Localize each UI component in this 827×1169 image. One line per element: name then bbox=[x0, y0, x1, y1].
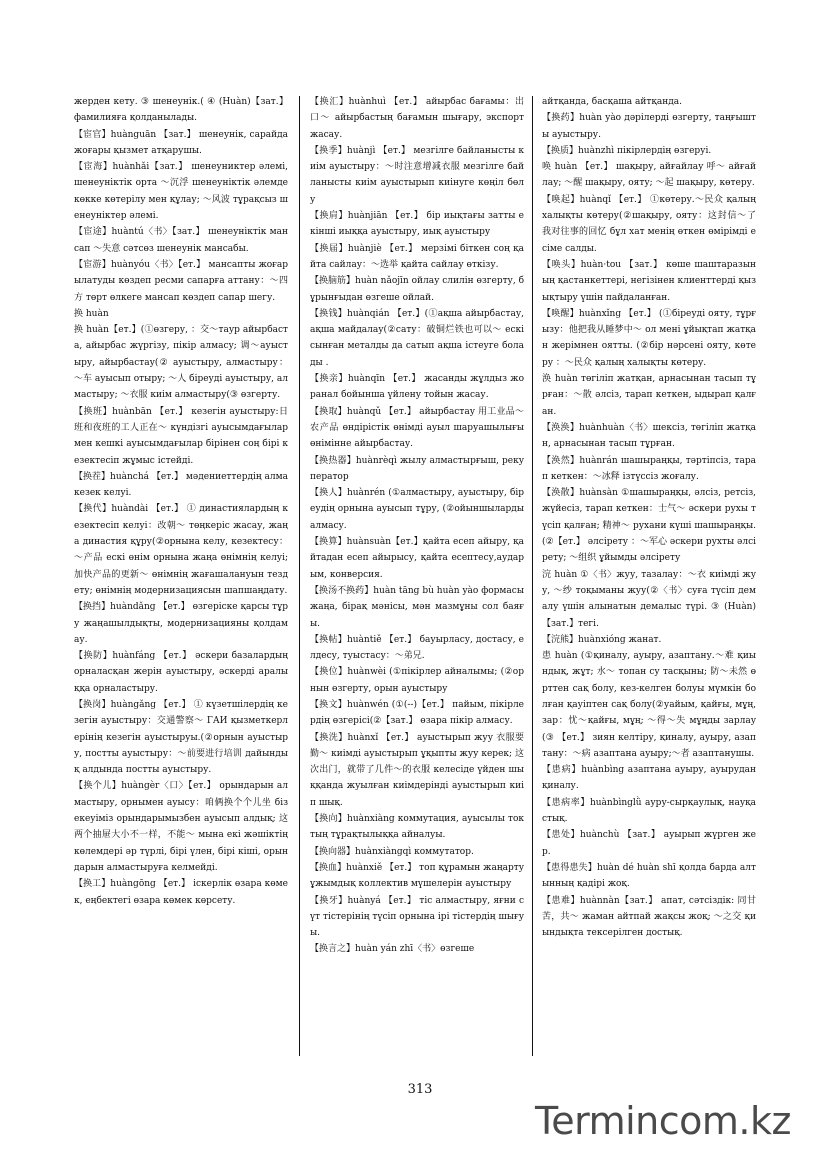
dictionary-entry: 【换班】huànbān 【ет.】 кезегін ауыстыру:日班和夜班的工人正在～ күндізгі ауысымдағылар мен кешкі ауысымдағылар бірінен соң бірі кезектесіп жұмыс істейді. bbox=[74, 406, 288, 466]
dictionary-entry: 【换质】huànzhì пікірлердің өзгеруі. bbox=[542, 145, 712, 156]
column-divider bbox=[299, 96, 300, 1056]
dictionary-entry: 【换钱】huànqián 【ет.】(①ақша айырбастау, ақша майдалау(②сату：破铜烂铁也可以～ ескі сынған металды да сатып ақша істеуге болады . bbox=[310, 308, 524, 368]
column-3 bbox=[542, 94, 756, 1064]
dictionary-entry: 【换药】huàn yào дәрілерді өзгерту, таңғышты ауыстыру. bbox=[542, 113, 756, 140]
dictionary-entry: айтқанда, басқаша айтқанда. bbox=[542, 97, 682, 107]
dictionary-entry: жерден кету. ③ шенеунік.( ④ (Huàn)【зат.】фамилияға қолданылады. bbox=[74, 97, 288, 124]
dictionary-entry: 【换岗】huàngǎng 【ет.】 ① күзетшілердің кезегін ауыстыру：交通警察～ ГАИ қызметкерлерінің кезегін ауыстыруы.(②орнын ауыстыру, постты ауыстыру：～前要进行培训 дайындық алдында постты ауыстыру. bbox=[74, 699, 288, 776]
dictionary-entry: 【换取】huànqǔ 【ет.】 айырбастау 用工业品～农产品 өндірістік өнімді ауыл шаруашылығы өнімінне айырбастау. bbox=[310, 406, 524, 450]
dictionary-entry: 【换洗】huànxǐ 【ет.】 ауыстырып жуу 衣服要勤～ киімді ауыстырып ұқыпты жуу керек; 这次出门，就带了几件～的衣服 келесіде үйден шыққанда жуылған киімдерінді ауыстырып киіп шық. bbox=[310, 732, 524, 808]
dictionary-entry: 【唤醒】huànxǐng 【ет.】 (①біреуді ояту, тұрғызу：他把我从睡梦中～ ол мені ұйықтап жатқан жерімнен оятты. (②бір нәрсені ояту, көтеру ：～民众 қалың халықты көтеру. bbox=[542, 308, 756, 368]
dictionary-entry: 唤 huàn 【ет.】 шақыру, айғайлау 呼～ айғайлау; ～醒 шақыру, ояту; ～起 шақыру, көтеру. bbox=[542, 162, 756, 189]
dictionary-entry: 患 huàn (①қиналу, ауыру, азаптану.～难 қиындық, жұт; 水～ топан су тасқыны; 防～未然 өрттен сақ болу, кез-келген болуы мүмкін болған қауіптен сақ болу(②уайым, қайғы, мұң, зар：忧～қайғы, мұң; ～得～失 мұңды зарлау(③ 【ет.】 зиян келтіру, қиналу, ауыру, азаптану：～病 азаптана ауыру;～者 азаптанушы. bbox=[542, 651, 756, 759]
dictionary-entry: 【换文】huànwén (①(--)【ет.】 пайым, пікірлердің өзгерісі(②【зат.】 өзара пікір алмасу. bbox=[310, 699, 524, 727]
column-2 bbox=[310, 94, 524, 1064]
page-number: 313 bbox=[407, 1082, 433, 1097]
dictionary-entry: 【换亲】huànqīn 【ет.】 жасанды жұлдыз жоранал бойынша үйлену тойын жасау. bbox=[310, 374, 524, 401]
dictionary-entry: 换 huàn bbox=[74, 308, 109, 319]
dictionary-entry: 【换工】huàngōng 【ет.】 іскерлік өзара көмек, еңбектегі өзара көмек көрсету. bbox=[74, 879, 288, 906]
dictionary-entry: 涣 huàn төгіліп жатқан, арнасынан тасып тұрған：～散 әлсіз, тарап кеткен, ыдырап қалған. bbox=[542, 374, 756, 417]
site-logo[interactable] bbox=[527, 1095, 807, 1155]
dictionary-entry: 【患病率】huànbìnglǜ ауру-сырқаулық, науқастық. bbox=[542, 797, 756, 825]
dictionary-entry: 【换牙】huànyá 【ет.】 тіс алмастыру, яғни сүт тістерінің түсіп орнына ірі тістердің шығуы. bbox=[310, 895, 524, 939]
dictionary-entry: 【换位】huànwèi (①пікірлер айналымы; (②орнын өзгерту, орын ауыстыру bbox=[310, 667, 524, 694]
dictionary-entry: 【患得患失】huàn dé huàn shī қолда барда алтынның қадірі жоқ. bbox=[542, 862, 756, 890]
dictionary-entry: 【换帖】huàntiě 【ет.】 бауырласу, достасу, елдесу, туыстасу：～弟兄. bbox=[310, 634, 524, 662]
dictionary-entry: 【换茬】huànchá 【ет.】 мәдениеттердің алма кезек келуі. bbox=[74, 471, 288, 499]
dictionary-entry: 【换汤不换药】huàn tāng bù huàn yào формасы жаңа, бірақ мәнісы, мән мазмұны сол баяғы. bbox=[310, 585, 524, 629]
dictionary-entry: 【涣然】huànrán шашыраңқы, тәртіпсіз, тарап кеткен：～冰释 ізтүссіз жоғалу. bbox=[542, 455, 756, 482]
dictionary-entry: 【换热器】huànrèqì жылу алмастырғыш, рекуператор bbox=[310, 455, 524, 482]
dictionary-entry: 浣 huàn ①〈书〉жуу, тазалау：～衣 киімді жуу, ～纱 тоқыманы жуу(②〈书〉суға түсіп дем алу үшін алынатын демалыс түрі. ③ (Huàn)【зат.】тегі. bbox=[542, 569, 756, 629]
dictionary-entry: 【换脑筋】huàn nǎojīn ойлау слилін өзгерту, бұрынғыдан өзгеше ойлай. bbox=[310, 276, 524, 303]
dictionary-entry: 【换肩】huànjiān 【ет.】 бір иықтағы затты екінші иыққа ауыстыру, иық ауыстыру bbox=[310, 211, 524, 238]
dictionary-entry: 【换向】huànxiàng коммутация, ауысылы токтың тұрақтылыққа айналуы. bbox=[310, 814, 524, 841]
dictionary-entry: 【宦官】huànguān 【зат.】 шенеунік, сарайда жоғары қызмет атқарушы. bbox=[74, 129, 288, 156]
dictionary-entry: 【换言之】huàn yán zhī〈书〉өзгеше bbox=[310, 944, 475, 955]
dictionary-entry: 【换人】huànrén (①алмастыру, ауыстыру, біреудің орнына ауысып тұру, (②ойыншыларды алмасу. bbox=[310, 488, 524, 531]
dictionary-entry: 【换代】huàndài 【ет.】 ① династиялардың кезектесіп келуі：改朝～ төңкеріс жасау, жаңа династия құру(②орнына келу, кезектесу：～产品 ескі өнім орнына жаңа өнімнің келуі; 加快产品的更新～ өнімнің жағашалануын тездету; өнімнің модернизациясын шапшаңдату. bbox=[74, 504, 288, 596]
dictionary-entry: 【换血】huànxiě 【ет.】 топ құрамын жаңарту ұжымдық коллектив мүшелерін ауыстыру bbox=[310, 862, 524, 890]
dictionary-entry: 【换届】huànjiè 【ет.】 мерзімі біткен соң қайта сайлау：～选举 қайта сайлау өткізу. bbox=[310, 243, 524, 270]
column-1 bbox=[74, 94, 288, 1064]
dictionary-entry: 【涣涣】huànhuàn〈书〉шексіз, төгіліп жатқан, арнасынан тасып тұрған. bbox=[542, 422, 756, 450]
dictionary-entry: 【浣熊】huànxióng жанат. bbox=[542, 634, 662, 645]
dictionary-entry: 【换向器】huànxiàngqì коммутатор. bbox=[310, 846, 474, 857]
dictionary-entry: 【患处】huànchù 【зат.】 ауырып жүрген жер. bbox=[542, 830, 756, 857]
logo-text: Termincom.kz bbox=[535, 1099, 791, 1143]
column-divider bbox=[532, 96, 533, 1056]
dictionary-entry: 【患难】huànnàn【зат.】 апат, сәтсіздік: 同甘苦，共～ жаман айтпай жақсы жоқ; ～之交 қиындықта тексерілген достық. bbox=[542, 895, 756, 939]
dictionary-entry: 【宦途】huàntú〈书〉【зат.】 шенеуніктік мансап ～失意 сәтсөз шенеунік мансабы. bbox=[74, 227, 288, 254]
dictionary-entry: 【涣散】huànsàn ①шашыраңқы, әлсіз, ретсіз, жүйесіз, тарап кеткен：士气～ әскери рухы түсіп қалған; 精神～ рухани күші шашыраңқы.(②【ет.】 әлсірету ：～军心 әскери рухты әлсірету; ～组织 ұйымды әлсірету bbox=[542, 488, 756, 564]
dictionary-entry: 【换挡】huàndǎng 【ет.】 өзгеріске қарсы тұру жаңашылдықты, модернизацияны қолдамау. bbox=[74, 602, 288, 645]
dictionary-entry: 【换季】huànjì 【ет.】 мезгілге байланысты киім ауыстыру：～时注意增减衣服 мезгілге байланысты киім ауыстырып киінуге көңіл бөлу bbox=[310, 145, 524, 205]
dictionary-entry: 【换个儿】huàngèr〈口〉【ет.】 орындарын алмастыру, орнымен ауысу：咱俩换个个儿坐 біз екеуіміз орындарымызбен ауысып алдық; 这两个抽屉大小不一样，不能～ мына екі жәшіктің көлемдері әр түрлі, бірі үлен, бірі кіші, орындарын алмастыруға келмейді. bbox=[74, 781, 288, 873]
dictionary-entry: 【患病】huànbìng азаптана ауыру, ауырудан қиналу. bbox=[542, 765, 756, 792]
dictionary-entry: 【换算】huànsuàn【ет.】қайта есеп айыру, қайтадан есеп айырысу, қайта есептесу,аударым, конверсия. bbox=[310, 537, 524, 580]
dictionary-entry: 【换汇】huànhuì 【ет.】 айырбас бағамы：出口～ айырбастың бағамын шығару, экспорт жасау. bbox=[310, 97, 524, 140]
dictionary-entry: 【宦海】huànhǎi【зат.】 шенеуниктер әлемі, шенеуніктік орта ～沉浮 шенеуніктік әлемде көкке көтерілу мен құлау; ～风波 тұрақсыз шенеуніктер әлемі. bbox=[74, 162, 288, 222]
dictionary-entry: 【宦游】huànyóu〈书〉【ет.】 мансапты жоғарылатуды көздеп ресми сапарға аттану：～四方 төрт өлкеге мансап көздеп сапар шегу. bbox=[74, 259, 288, 303]
dictionary-entry: 【唤起】huànqǐ 【ет.】 ①көтеру.～民众 қалың халықты көтеру(②шақыру, ояту：这封信～了我对往事的回忆 бұл хат менің өткен өмірімді есіме салды. bbox=[542, 194, 756, 254]
dictionary-entry: 【换防】huànfáng 【ет.】 әскери базалардың орналасқан жерін ауыстыру, әскерді аралыққа орналастыру. bbox=[74, 651, 288, 694]
dictionary-entry: 【唤头】huàn·tou 【зат.】 көше шаштаразының қастанкеттері, негізінен клиенттерді қызықтыру үшін пайдаланған. bbox=[542, 259, 756, 303]
dictionary-page bbox=[74, 94, 754, 1054]
dictionary-entry: 换 huàn【ет.】(①өзгеру, ：交～таур айырбаста, айырбас жүргізу, пікір алмасу; 调～ауыстыру, айырбастау(② ауыстыру, алмастыру：～车 ауысып отыру; ～人 біреуді ауыстыру, алмастыру; ～衣服 киім алмастыру(③ өзгерту. bbox=[74, 325, 288, 401]
